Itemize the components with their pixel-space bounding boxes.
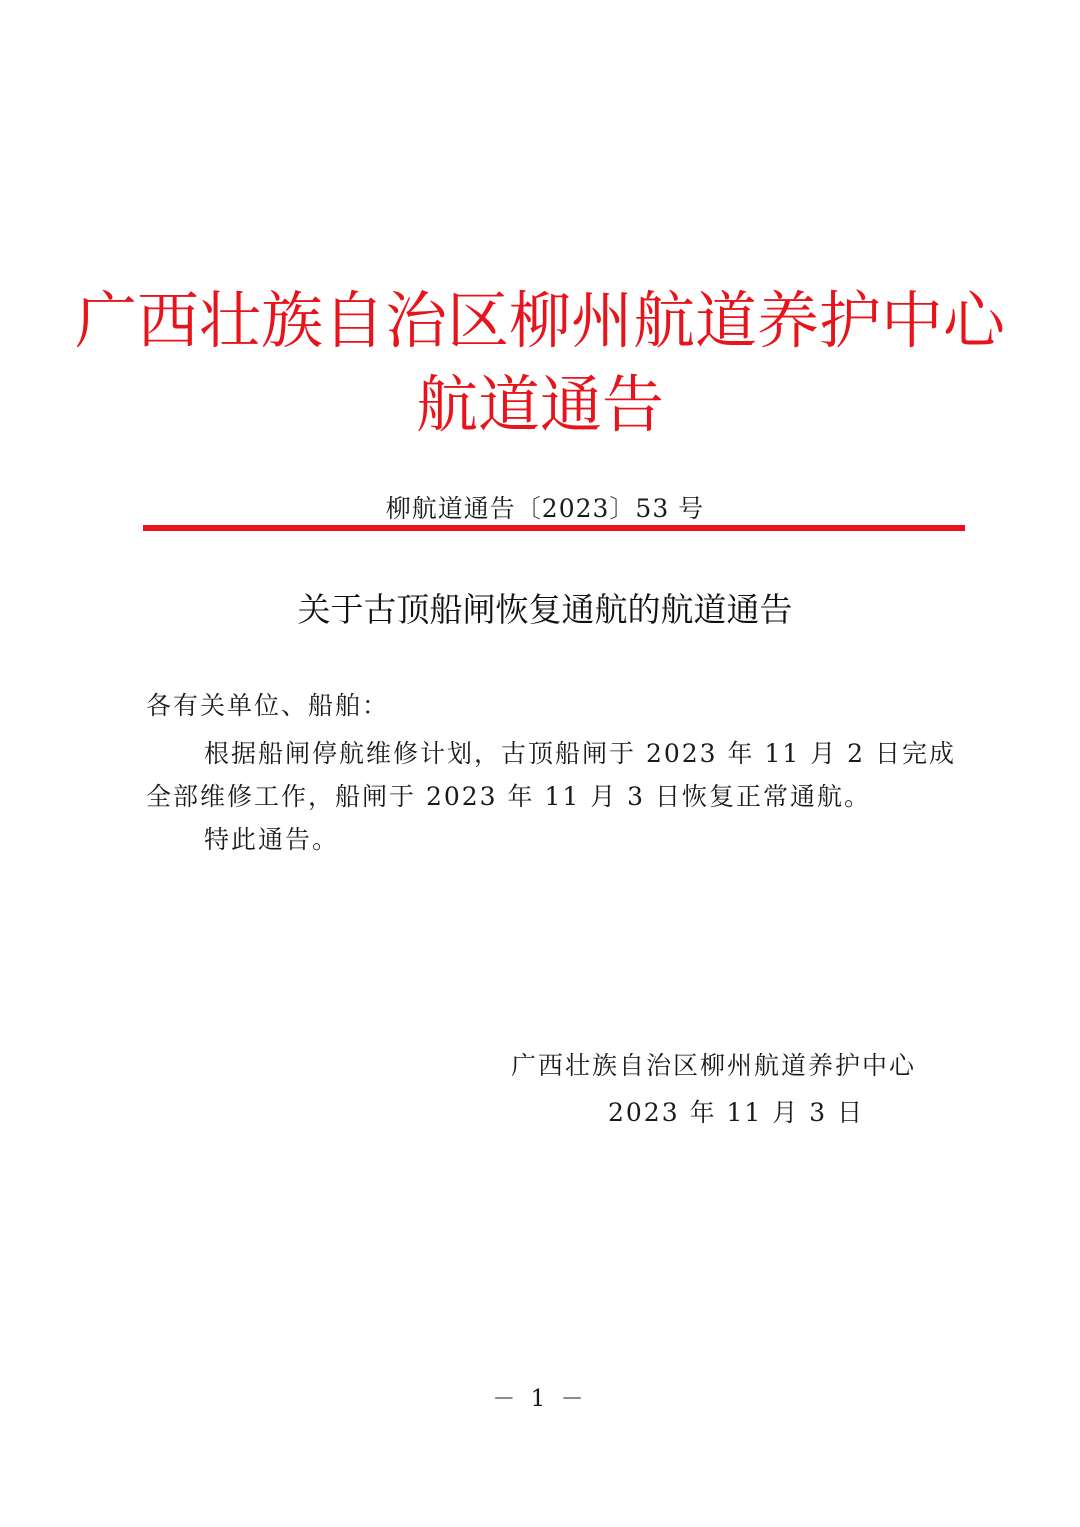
page-number: － 1 － bbox=[492, 1386, 588, 1412]
notice-subject: 关于古顶船闸恢复通航的航道通告 bbox=[297, 590, 793, 629]
signature-date: 2023 年 11 月 3 日 bbox=[608, 1098, 865, 1127]
body-paragraph-line-2: 全部维修工作，船闸于 2023 年 11 月 3 日恢复正常通航。 bbox=[146, 782, 872, 811]
body-paragraph-line-1: 根据船闸停航维修计划，古顶船闸于 2023 年 11 月 2 日完成 bbox=[204, 739, 957, 768]
signature-organization: 广西壮族自治区柳州航道养护中心 bbox=[511, 1051, 917, 1080]
red-header-divider bbox=[143, 525, 965, 531]
document-number: 柳航道通告〔2023〕53 号 bbox=[385, 494, 705, 523]
closing-remark: 特此通告。 bbox=[204, 825, 340, 854]
notice-type-title: 航道通告 bbox=[415, 368, 664, 441]
salutation: 各有关单位、船舶： bbox=[146, 691, 390, 720]
issuing-organization-title: 广西壮族自治区柳州航道养护中心 bbox=[74, 284, 1005, 357]
